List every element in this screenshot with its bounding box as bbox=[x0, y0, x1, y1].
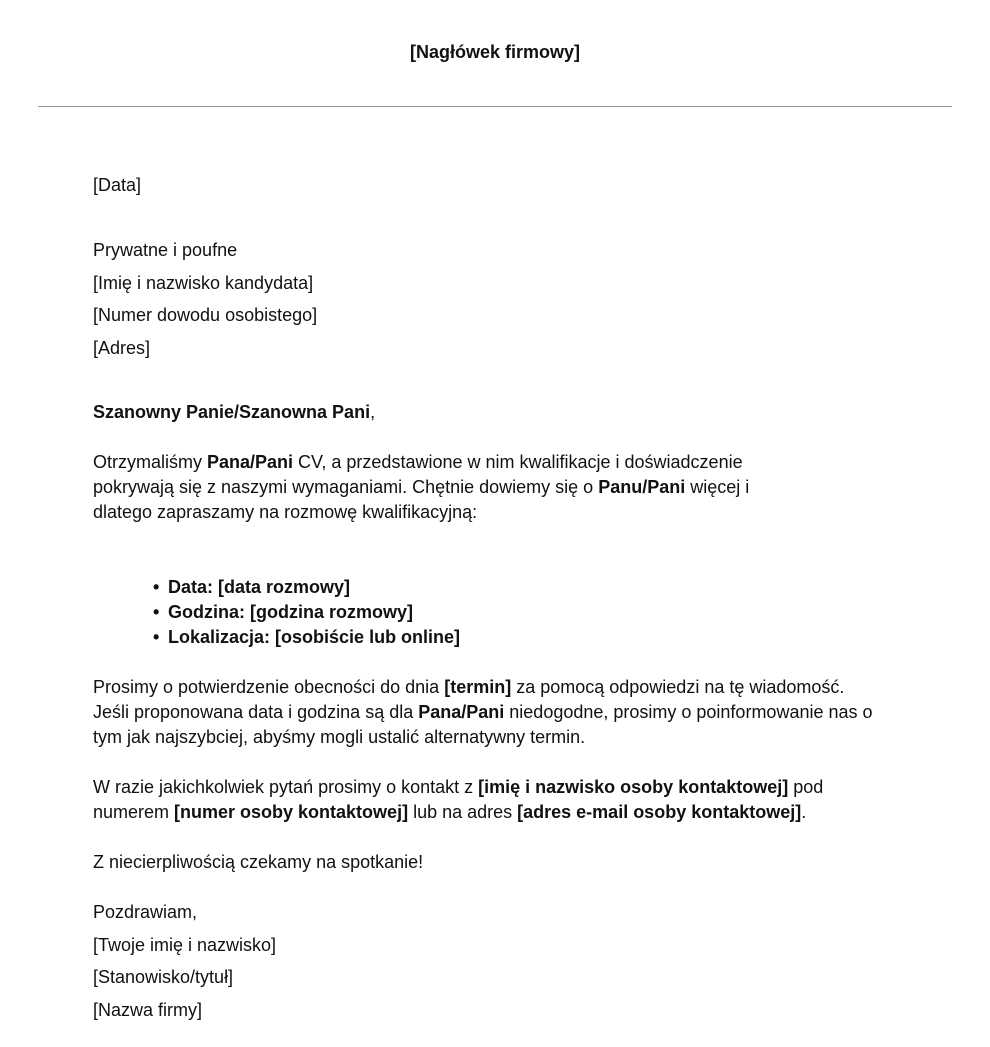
confirm-bold: Pana/Pani bbox=[418, 702, 505, 722]
recipient-address: [Adres] bbox=[93, 337, 151, 358]
letterhead-title: [Nagłówek firmowy] bbox=[409, 42, 581, 62]
interview-details-list bbox=[153, 575, 460, 650]
intro-line-3: dlatego zapraszamy na rozmowę kwalifikacyjną: bbox=[93, 502, 478, 522]
signature-position: [Stanowisko/tytuł] bbox=[93, 967, 234, 987]
recipient-id-number: [Numer dowodu osobistego] bbox=[93, 305, 318, 325]
contact-text: pod bbox=[788, 777, 824, 797]
recipient-name: [Imię i nazwisko kandydata] bbox=[93, 272, 314, 293]
contact-text: lub na adres bbox=[408, 802, 518, 822]
intro-line-2 bbox=[93, 475, 953, 500]
contact-text: numerem bbox=[93, 802, 175, 822]
letter-date: [Data] bbox=[93, 175, 142, 195]
signature-block bbox=[93, 896, 953, 1026]
intro-text: CV, a przedstawione w nim kwalifikacje i doświadczenie bbox=[293, 452, 743, 472]
interview-time-item: • Godzina: [godzina rozmowy] bbox=[153, 600, 460, 625]
contact-line-2 bbox=[93, 800, 953, 825]
confirm-line-3: tym jak najszybciej, abyśmy mogli ustalić alternatywny termin. bbox=[93, 727, 586, 747]
interview-date-item: • Data: [data rozmowy] bbox=[153, 575, 460, 600]
interview-location-item: • Lokalizacja: [osobiście lub online] bbox=[153, 625, 460, 650]
salutation bbox=[93, 400, 953, 425]
contact-text: W razie jakichkolwiek pytań prosimy o kontakt z bbox=[93, 777, 479, 797]
contact-bold: [adres e-mail osoby kontaktowej] bbox=[517, 802, 802, 822]
confirm-line-1 bbox=[93, 675, 963, 700]
signature-greeting: Pozdrawiam, bbox=[93, 902, 198, 922]
salutation-text: Szanowny Panie/Szanowna Pani bbox=[93, 402, 371, 422]
intro-text: więcej i bbox=[685, 477, 750, 497]
intro-paragraph bbox=[93, 450, 953, 525]
salutation-comma: , bbox=[370, 402, 376, 422]
contact-text: . bbox=[801, 802, 807, 822]
recipient-block bbox=[93, 234, 953, 364]
confirm-text: Jeśli proponowana data i godzina są dla bbox=[93, 702, 419, 722]
contact-bold: [numer osoby kontaktowej] bbox=[174, 802, 409, 822]
signature-company: [Nazwa firmy] bbox=[93, 999, 203, 1020]
contact-bold: [imię i nazwisko osoby kontaktowej] bbox=[478, 777, 789, 797]
header-divider bbox=[38, 106, 952, 107]
confirm-text: za pomocą odpowiedzi na tę wiadomość. bbox=[511, 677, 845, 697]
intro-text: pokrywają się z naszymi wymaganiami. Chętnie dowiemy się o bbox=[93, 477, 599, 497]
confirmation-paragraph bbox=[93, 675, 963, 750]
confirm-text: niedogodne, prosimy o poinformowanie nas o bbox=[504, 702, 873, 722]
intro-bold: Panu/Pani bbox=[598, 477, 686, 497]
signature-name: [Twoje imię i nazwisko] bbox=[93, 934, 277, 955]
intro-bold: Pana/Pani bbox=[207, 452, 294, 472]
recipient-confidential: Prywatne i poufne bbox=[93, 240, 238, 260]
confirm-line-2 bbox=[93, 700, 963, 725]
closing-line: Z niecierpliwością czekamy na spotkanie! bbox=[93, 852, 424, 872]
intro-line-1 bbox=[93, 450, 953, 475]
confirm-bold: [termin] bbox=[444, 677, 512, 697]
confirm-text: Prosimy o potwierdzenie obecności do dnia bbox=[93, 677, 445, 697]
contact-line-1 bbox=[93, 775, 953, 800]
intro-text: Otrzymaliśmy bbox=[93, 452, 207, 472]
contact-paragraph bbox=[93, 775, 953, 825]
